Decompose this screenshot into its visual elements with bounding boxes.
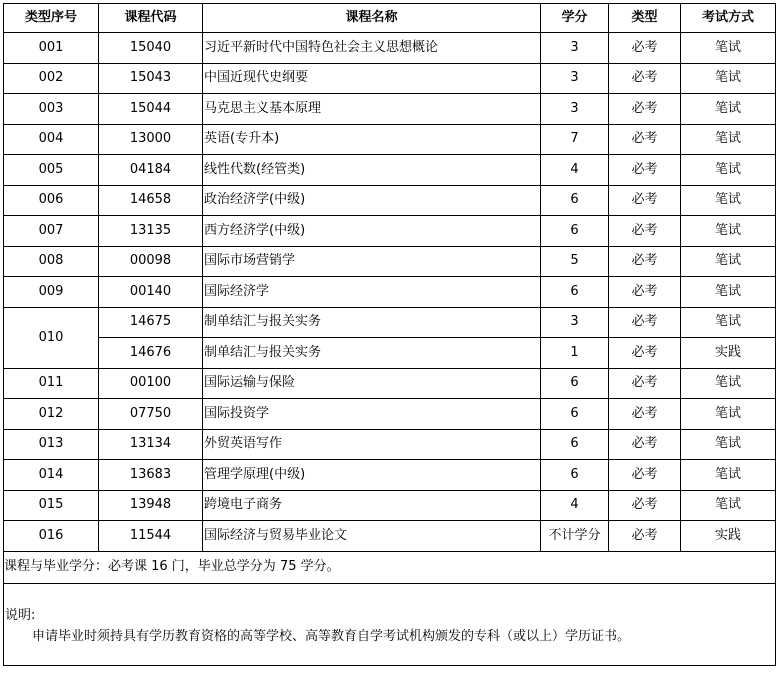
credit-cell: 6 — [541, 216, 609, 247]
exam-cell: 笔试 — [681, 124, 776, 155]
header-name: 课程名称 — [203, 4, 541, 33]
table-row — [4, 124, 776, 155]
name-cell: 英语(专升本) — [203, 124, 541, 155]
credit-cell: 3 — [541, 94, 609, 125]
exam-cell: 笔试 — [681, 216, 776, 247]
name-cell: 跨境电子商务 — [203, 490, 541, 521]
name-cell: 制单结汇与报关实务 — [203, 338, 541, 369]
credit-cell: 4 — [541, 155, 609, 186]
table-row — [4, 185, 776, 216]
type-cell: 必考 — [609, 277, 681, 308]
type-cell: 必考 — [609, 155, 681, 186]
header-exam: 考试方式 — [681, 4, 776, 33]
credit-summary: 课程与毕业学分：必考课 16 门，毕业总学分为 75 学分。 — [4, 551, 776, 583]
exam-cell: 笔试 — [681, 33, 776, 64]
name-cell: 外贸英语写作 — [203, 429, 541, 460]
name-cell: 线性代数(经管类) — [203, 155, 541, 186]
credit-cell: 6 — [541, 185, 609, 216]
name-cell: 国际投资学 — [203, 399, 541, 430]
exam-cell: 实践 — [681, 338, 776, 369]
seq-cell: 004 — [4, 124, 99, 155]
code-cell: 04184 — [99, 155, 203, 186]
credit-cell: 4 — [541, 490, 609, 521]
seq-cell: 010 — [4, 307, 99, 368]
name-cell: 国际市场营销学 — [203, 246, 541, 277]
credit-cell: 6 — [541, 429, 609, 460]
seq-cell: 011 — [4, 368, 99, 399]
exam-cell: 笔试 — [681, 185, 776, 216]
type-cell: 必考 — [609, 216, 681, 247]
seq-cell: 002 — [4, 63, 99, 94]
credit-cell: 6 — [541, 277, 609, 308]
table-row — [4, 155, 776, 186]
table-row — [4, 460, 776, 491]
credit-cell: 1 — [541, 338, 609, 369]
code-cell: 14675 — [99, 307, 203, 338]
table-row — [4, 338, 776, 369]
type-cell: 必考 — [609, 338, 681, 369]
name-cell: 习近平新时代中国特色社会主义思想概论 — [203, 33, 541, 64]
seq-cell: 013 — [4, 429, 99, 460]
code-cell: 13135 — [99, 216, 203, 247]
seq-cell: 003 — [4, 94, 99, 125]
seq-cell: 009 — [4, 277, 99, 308]
type-cell: 必考 — [609, 521, 681, 552]
code-cell: 13000 — [99, 124, 203, 155]
code-cell: 15040 — [99, 33, 203, 64]
credit-cell: 不计学分 — [541, 521, 609, 552]
exam-cell: 笔试 — [681, 277, 776, 308]
summary-row — [4, 551, 776, 583]
type-cell: 必考 — [609, 33, 681, 64]
code-cell: 13683 — [99, 460, 203, 491]
course-table — [3, 3, 776, 666]
name-cell: 国际运输与保险 — [203, 368, 541, 399]
type-cell: 必考 — [609, 399, 681, 430]
code-cell: 15043 — [99, 63, 203, 94]
credit-cell: 7 — [541, 124, 609, 155]
seq-cell: 006 — [4, 185, 99, 216]
exam-cell: 实践 — [681, 521, 776, 552]
exam-cell: 笔试 — [681, 429, 776, 460]
exam-cell: 笔试 — [681, 246, 776, 277]
explanation-text: 申请毕业时须持具有学历教育资格的高等学校、高等教育自学考试机构颁发的专科（或以上）学历证书。 — [32, 628, 631, 644]
name-cell: 马克思主义基本原理 — [203, 94, 541, 125]
credit-cell: 6 — [541, 460, 609, 491]
code-cell: 13948 — [99, 490, 203, 521]
table-row — [4, 490, 776, 521]
exam-cell: 笔试 — [681, 63, 776, 94]
seq-cell: 001 — [4, 33, 99, 64]
code-cell: 14676 — [99, 338, 203, 369]
name-cell: 制单结汇与报关实务 — [203, 307, 541, 338]
credit-cell: 3 — [541, 307, 609, 338]
seq-cell: 005 — [4, 155, 99, 186]
table-row — [4, 399, 776, 430]
type-cell: 必考 — [609, 185, 681, 216]
type-cell: 必考 — [609, 460, 681, 491]
seq-cell: 015 — [4, 490, 99, 521]
table-header-row — [4, 4, 776, 33]
code-cell: 13134 — [99, 429, 203, 460]
type-cell: 必考 — [609, 368, 681, 399]
exam-cell: 笔试 — [681, 399, 776, 430]
table-row — [4, 94, 776, 125]
type-cell: 必考 — [609, 63, 681, 94]
seq-cell: 014 — [4, 460, 99, 491]
type-cell: 必考 — [609, 429, 681, 460]
type-cell: 必考 — [609, 490, 681, 521]
code-cell: 00140 — [99, 277, 203, 308]
table-row — [4, 368, 776, 399]
code-cell: 00100 — [99, 368, 203, 399]
credit-cell: 6 — [541, 368, 609, 399]
header-seq: 类型序号 — [4, 4, 99, 33]
credit-cell: 3 — [541, 63, 609, 94]
name-cell: 国际经济学 — [203, 277, 541, 308]
exam-cell: 笔试 — [681, 490, 776, 521]
table-row — [4, 521, 776, 552]
header-type: 类型 — [609, 4, 681, 33]
seq-cell: 008 — [4, 246, 99, 277]
name-cell: 中国近现代史纲要 — [203, 63, 541, 94]
code-cell: 14658 — [99, 185, 203, 216]
exam-cell: 笔试 — [681, 460, 776, 491]
exam-cell: 笔试 — [681, 368, 776, 399]
credit-cell: 6 — [541, 399, 609, 430]
table-row — [4, 277, 776, 308]
code-cell: 15044 — [99, 94, 203, 125]
exam-cell: 笔试 — [681, 307, 776, 338]
code-cell: 00098 — [99, 246, 203, 277]
table-row — [4, 429, 776, 460]
code-cell: 07750 — [99, 399, 203, 430]
table-row — [4, 216, 776, 247]
table-row — [4, 63, 776, 94]
name-cell: 国际经济与贸易毕业论文 — [203, 521, 541, 552]
credit-cell: 3 — [541, 33, 609, 64]
explanation-row — [4, 583, 776, 665]
table-row — [4, 307, 776, 338]
table-row — [4, 246, 776, 277]
exam-cell: 笔试 — [681, 155, 776, 186]
type-cell: 必考 — [609, 124, 681, 155]
name-cell: 政治经济学(中级) — [203, 185, 541, 216]
header-credit: 学分 — [541, 4, 609, 33]
code-cell: 11544 — [99, 521, 203, 552]
table-row — [4, 33, 776, 64]
header-code: 课程代码 — [99, 4, 203, 33]
seq-cell: 012 — [4, 399, 99, 430]
name-cell: 管理学原理(中级) — [203, 460, 541, 491]
explanation-title: 说明: — [5, 607, 36, 623]
credit-cell: 5 — [541, 246, 609, 277]
seq-cell: 016 — [4, 521, 99, 552]
seq-cell: 007 — [4, 216, 99, 247]
exam-cell: 笔试 — [681, 94, 776, 125]
type-cell: 必考 — [609, 94, 681, 125]
type-cell: 必考 — [609, 307, 681, 338]
type-cell: 必考 — [609, 246, 681, 277]
explanation-cell — [4, 583, 776, 665]
name-cell: 西方经济学(中级) — [203, 216, 541, 247]
